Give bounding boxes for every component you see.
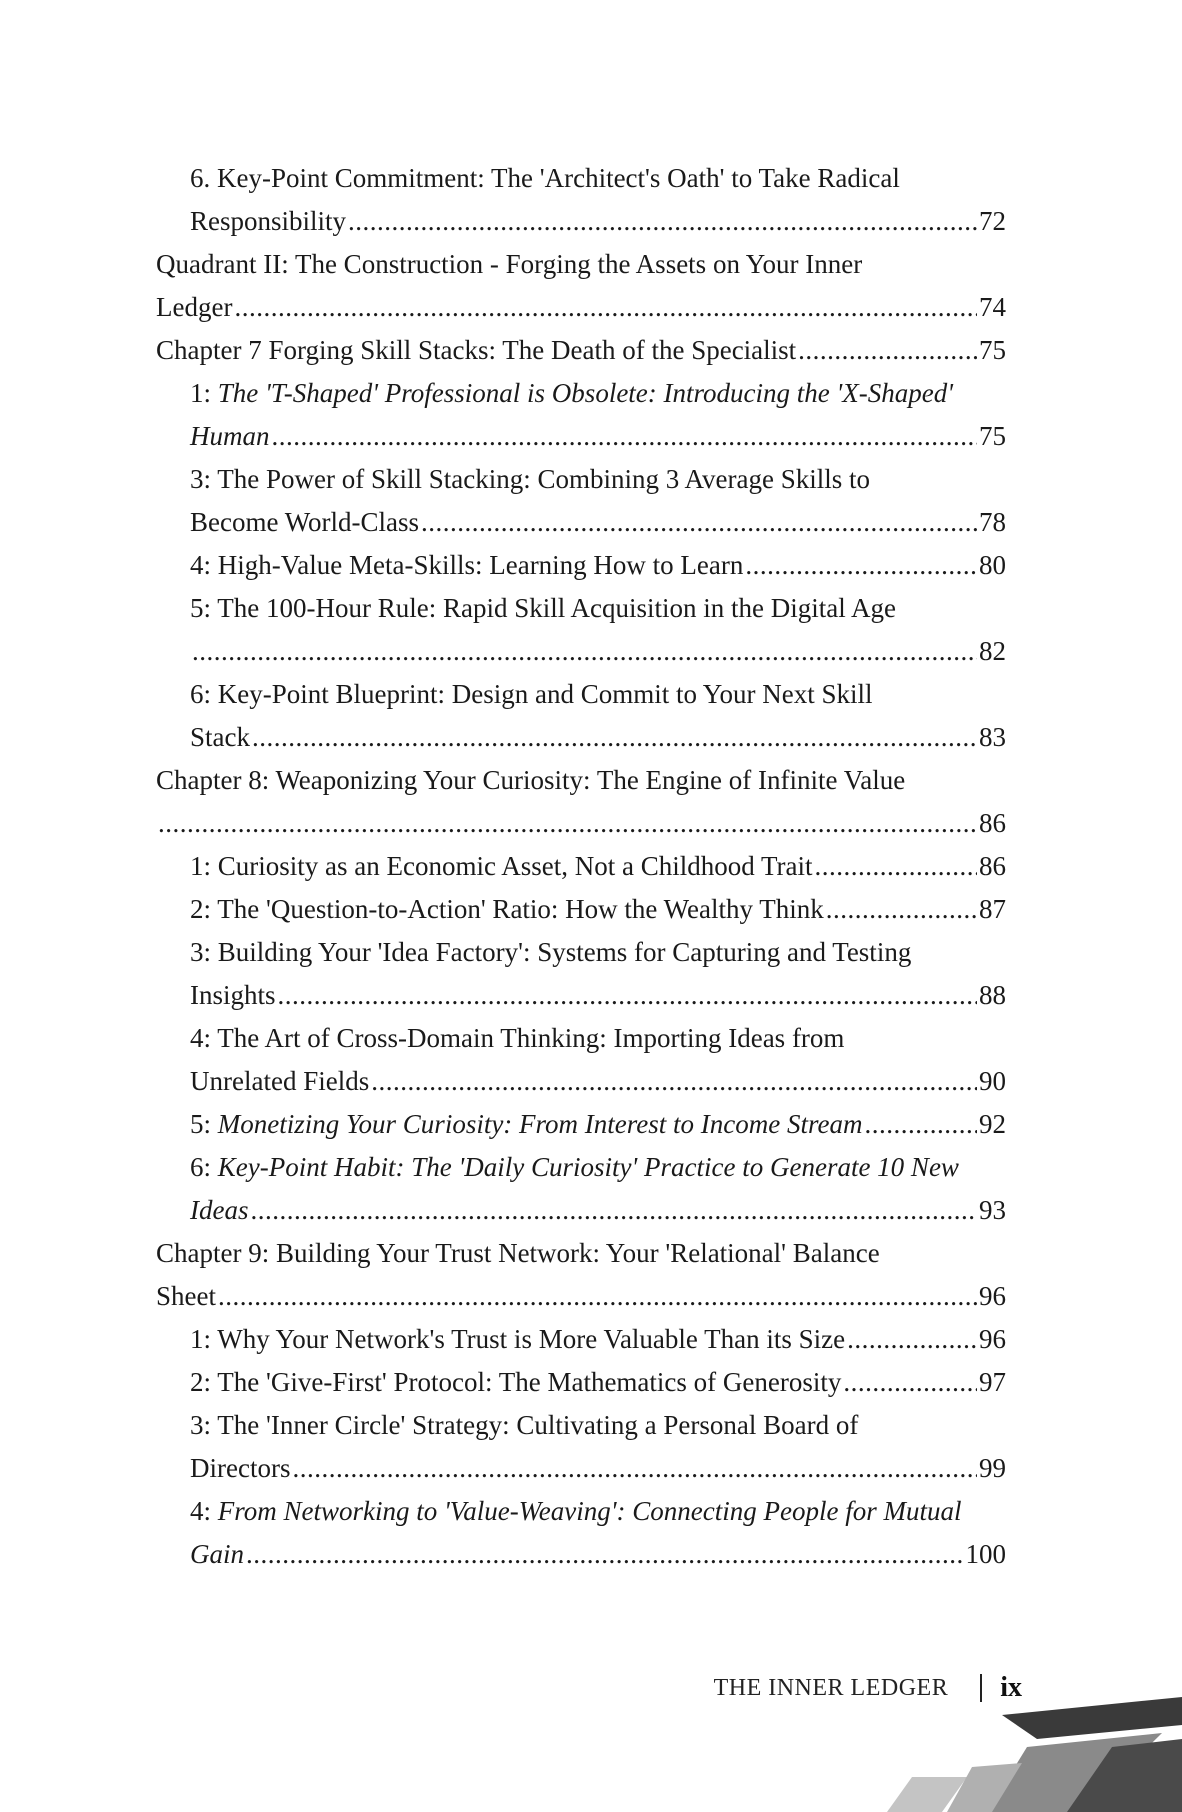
toc-page-number: 93	[979, 1195, 1006, 1225]
toc-entry-title: Why Your Network's Trust is More Valuable Than its Size	[217, 1324, 846, 1354]
running-title: THE INNER LEDGER	[713, 1674, 949, 1701]
toc-page-number: 72	[979, 206, 1006, 236]
toc-entry-text	[190, 587, 896, 630]
toc-entry-text	[190, 1490, 961, 1533]
dot-leader	[348, 200, 977, 243]
toc-entry-number: 1:	[190, 1324, 218, 1354]
toc-entry-title: The 'T-Shaped' Professional is Obsolete: Introducing the 'X-Shaped'	[217, 378, 954, 408]
toc-entry-text	[190, 1103, 862, 1146]
toc-entry-text	[190, 1318, 845, 1361]
toc-entry-number: 1:	[190, 378, 218, 408]
toc-entry-number: 3:	[190, 464, 218, 494]
corner-decoration	[852, 1677, 1182, 1812]
toc-entry-text	[190, 1404, 858, 1447]
toc-entry-text	[156, 286, 232, 329]
dot-leader	[158, 802, 977, 845]
toc-entry-text	[190, 974, 276, 1017]
toc-entry-title: The 'Inner Circle' Strategy: Cultivating a Personal Board of	[217, 1410, 859, 1440]
toc-entry-section	[156, 673, 1006, 716]
dot-leader	[864, 1103, 977, 1146]
dot-leader	[250, 1189, 977, 1232]
toc-entry-chapter	[156, 243, 1006, 286]
toc-entry-title: Insights	[190, 980, 276, 1010]
toc-entry-number: 6.	[190, 163, 217, 193]
toc-entry-text	[156, 329, 796, 372]
toc-entry-section	[156, 1447, 1006, 1490]
toc-entry-section	[156, 931, 1006, 974]
toc-entry-section	[156, 1533, 1006, 1576]
dot-leader	[246, 1533, 964, 1576]
toc-entry-text	[190, 458, 870, 501]
toc-entry-title: Ledger	[156, 292, 233, 322]
toc-entry-title: Key-Point Habit: The 'Daily Curiosity' Practice to Generate 10 New	[217, 1152, 959, 1182]
toc-entry-text	[190, 501, 419, 544]
dot-leader	[234, 286, 977, 329]
toc-page-number: 74	[979, 292, 1006, 322]
toc-entry-chapter	[156, 759, 1006, 802]
toc-entry-section	[156, 1017, 1006, 1060]
toc-entry-title: The 'Question-to-Action' Ratio: How the Wealthy Think	[217, 894, 824, 924]
toc-entry-title: Key-Point Commitment: The 'Architect's Oath' to Take Radical	[217, 163, 900, 193]
toc-entry-title: The 'Give-First' Protocol: The Mathematics of Generosity	[217, 1367, 842, 1397]
toc-entry-title: Chapter 9: Building Your Trust Network: Your 'Relational' Balance	[156, 1238, 880, 1268]
toc-entry-section	[156, 501, 1006, 544]
toc-entry-text	[190, 1189, 248, 1232]
toc-entry-title: Human	[190, 421, 270, 451]
toc-entry-text	[156, 1275, 216, 1318]
toc-entry-number: 3:	[190, 937, 218, 967]
toc-entry-chapter	[156, 802, 1006, 845]
toc-entry-section	[156, 1361, 1006, 1404]
toc-entry-section	[156, 888, 1006, 931]
toc-entry-title: High-Value Meta-Skills: Learning How to Learn	[217, 550, 744, 580]
toc-entry-title: Chapter 8: Weaponizing Your Curiosity: The Engine of Infinite Value	[156, 765, 906, 795]
toc-page-number: 75	[979, 421, 1006, 451]
toc-entry-chapter	[156, 286, 1006, 329]
toc-page-number: 97	[979, 1367, 1006, 1397]
toc-entry-title: The Power of Skill Stacking: Combining 3 Average Skills to	[217, 464, 870, 494]
dot-leader	[371, 1060, 977, 1103]
toc-entry-text	[156, 243, 862, 286]
toc-entry-section	[156, 1060, 1006, 1103]
toc-entry-chapter	[156, 1232, 1006, 1275]
dot-leader	[218, 1275, 977, 1318]
toc-entry-section	[156, 974, 1006, 1017]
toc-entry-title: The 100-Hour Rule: Rapid Skill Acquisition in the Digital Age	[217, 593, 896, 623]
toc-entry-number: 4:	[190, 1496, 218, 1526]
dot-leader	[252, 716, 977, 759]
dot-leader	[192, 630, 977, 673]
toc-page-number: 78	[979, 507, 1006, 537]
dot-leader	[815, 845, 977, 888]
toc-entry-text	[190, 200, 346, 243]
toc-entry-section	[156, 372, 1006, 415]
toc-entry-number: 1:	[190, 851, 218, 881]
toc-page-number: 100	[965, 1539, 1006, 1569]
toc-entry-title: Unrelated Fields	[190, 1066, 370, 1096]
toc-entry-number: 4:	[190, 550, 218, 580]
toc-entry-text	[190, 1447, 290, 1490]
toc-entry-section	[156, 200, 1006, 243]
dot-leader	[421, 501, 977, 544]
toc-entry-title: Gain	[190, 1539, 244, 1569]
toc-entry-text	[190, 1533, 244, 1576]
toc-entry-text	[190, 157, 900, 200]
toc-page-number: 92	[979, 1109, 1006, 1139]
toc-entry-title: Building Your 'Idea Factory': Systems for Capturing and Testing	[217, 937, 912, 967]
toc-entry-section	[156, 716, 1006, 759]
toc-entry-number: 6:	[190, 1152, 218, 1182]
toc-entry-chapter	[156, 329, 1006, 372]
toc-entry-number: 2:	[190, 1367, 218, 1397]
toc-page-number: 87	[979, 894, 1006, 924]
toc-entry-text	[190, 931, 911, 974]
toc-entry-title: Become World-Class	[190, 507, 420, 537]
toc-entry-text	[156, 1232, 880, 1275]
toc-entry-text	[190, 716, 250, 759]
toc-entry-section	[156, 1189, 1006, 1232]
toc-entry-title: The Art of Cross-Domain Thinking: Importing Ideas from	[217, 1023, 845, 1053]
toc-entry-chapter	[156, 1275, 1006, 1318]
toc-page-number: 99	[979, 1453, 1006, 1483]
toc-entry-text	[190, 888, 824, 931]
toc-entry-title: Monetizing Your Curiosity: From Interest to Income Stream	[217, 1109, 863, 1139]
dot-leader	[798, 329, 977, 372]
toc-entry-section	[156, 587, 1006, 630]
toc-entry-title: Chapter 7 Forging Skill Stacks: The Death of the Specialist	[156, 335, 797, 365]
toc-entry-title: Responsibility	[190, 206, 347, 236]
toc-entry-title: Ideas	[190, 1195, 249, 1225]
deco-stripe-dark	[1002, 1697, 1182, 1739]
toc-entry-section	[156, 415, 1006, 458]
toc-entry-text	[190, 1060, 369, 1103]
toc-entry-number: 5:	[190, 1109, 218, 1139]
toc-entry-text	[156, 759, 905, 802]
toc-page-number: 96	[979, 1281, 1006, 1311]
toc-entry-text	[190, 673, 873, 716]
toc-page-number: 96	[979, 1324, 1006, 1354]
toc-entry-text	[190, 1017, 844, 1060]
toc-entry-section	[156, 1490, 1006, 1533]
dot-leader	[843, 1361, 977, 1404]
toc-page-number: 86	[979, 851, 1006, 881]
toc-entry-section	[156, 630, 1006, 673]
toc-entry-text	[190, 372, 953, 415]
dot-leader	[278, 974, 977, 1017]
toc-page-number: 82	[979, 636, 1006, 666]
toc-entry-text	[190, 1146, 959, 1189]
toc-entry-section	[156, 1103, 1006, 1146]
toc-entry-section	[156, 1146, 1006, 1189]
toc-entry-number: 3:	[190, 1410, 218, 1440]
dot-leader	[745, 544, 977, 587]
toc-entry-section	[156, 1404, 1006, 1447]
toc-entry-title: Key-Point Blueprint: Design and Commit to Your Next Skill	[217, 679, 873, 709]
table-of-contents	[156, 157, 1006, 1576]
toc-entry-title: Stack	[190, 722, 250, 752]
toc-entry-section	[156, 458, 1006, 501]
toc-entry-text	[190, 415, 270, 458]
toc-entry-title: Quadrant II: The Construction - Forging the Assets on Your Inner	[156, 249, 863, 279]
toc-page-number: 86	[979, 808, 1006, 838]
toc-entry-text	[190, 1361, 841, 1404]
dot-leader	[292, 1447, 977, 1490]
toc-entry-number: 4:	[190, 1023, 218, 1053]
toc-entry-section	[156, 845, 1006, 888]
toc-entry-text	[190, 544, 743, 587]
toc-page-number: 75	[979, 335, 1006, 365]
toc-entry-title: From Networking to 'Value-Weaving': Connecting People for Mutual	[217, 1496, 962, 1526]
toc-entry-text	[190, 845, 813, 888]
toc-entry-section	[156, 1318, 1006, 1361]
toc-entry-title: Curiosity as an Economic Asset, Not a Childhood Trait	[217, 851, 813, 881]
toc-entry-number: 5:	[190, 593, 218, 623]
toc-entry-title: Sheet	[156, 1281, 216, 1311]
toc-entry-number: 6:	[190, 679, 218, 709]
toc-page-number: 80	[979, 550, 1006, 580]
toc-page-number: 90	[979, 1066, 1006, 1096]
toc-entry-section	[156, 157, 1006, 200]
toc-entry-number: 2:	[190, 894, 218, 924]
page-number: ix	[1000, 1672, 1022, 1703]
toc-entry-title: Directors	[190, 1453, 291, 1483]
dot-leader	[847, 1318, 977, 1361]
toc-entry-section	[156, 544, 1006, 587]
toc-page-number: 83	[979, 722, 1006, 752]
toc-page-number: 88	[979, 980, 1006, 1010]
dot-leader	[272, 415, 978, 458]
dot-leader	[826, 888, 977, 931]
